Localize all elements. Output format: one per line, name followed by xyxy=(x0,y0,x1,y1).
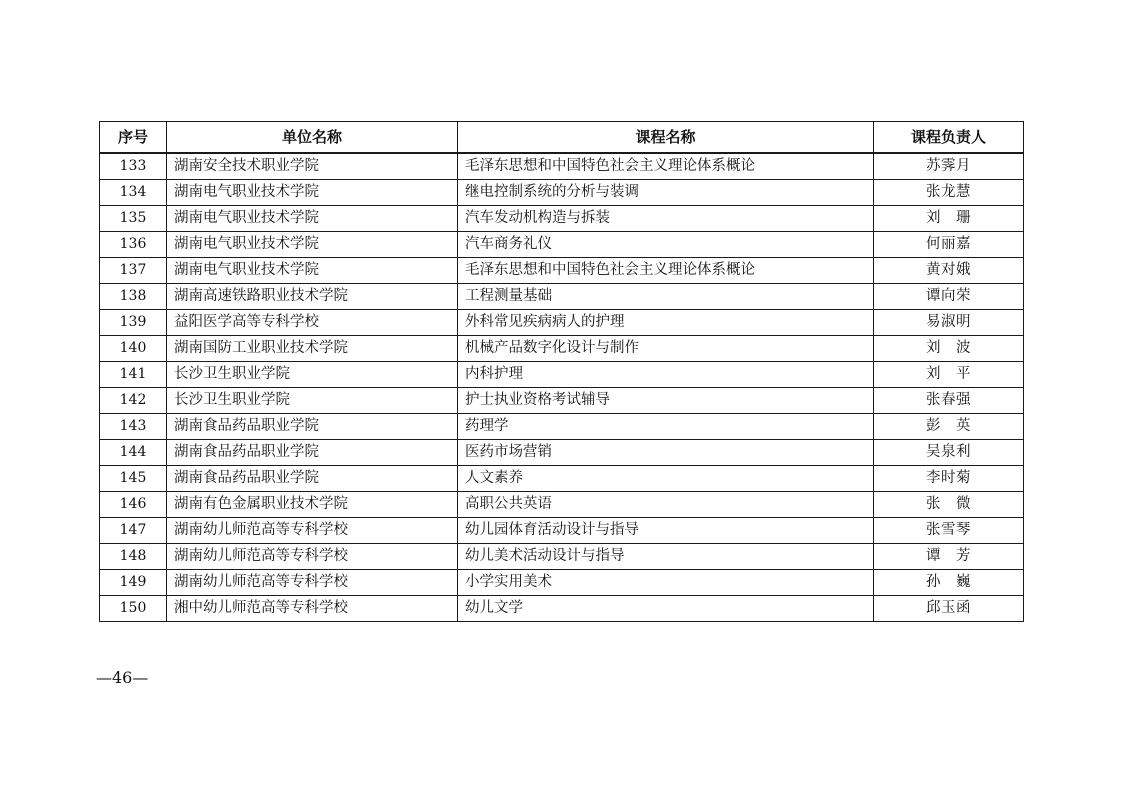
table-row xyxy=(100,206,1024,232)
cell-seq: 148 xyxy=(100,544,167,570)
cell-lead: 吴泉利 xyxy=(874,440,1024,466)
cell-unit: 益阳医学高等专科学校 xyxy=(167,310,458,336)
cell-lead: 刘 珊 xyxy=(874,206,1024,232)
cell-lead: 刘 波 xyxy=(874,336,1024,362)
cell-course: 护士执业资格考试辅导 xyxy=(458,388,874,414)
cell-seq: 146 xyxy=(100,492,167,518)
cell-seq: 142 xyxy=(100,388,167,414)
cell-seq: 144 xyxy=(100,440,167,466)
cell-seq: 141 xyxy=(100,362,167,388)
cell-unit: 湖南幼儿师范高等专科学校 xyxy=(167,544,458,570)
cell-unit: 湖南电气职业技术学院 xyxy=(167,180,458,206)
cell-unit: 湖南幼儿师范高等专科学校 xyxy=(167,570,458,596)
cell-seq: 137 xyxy=(100,258,167,284)
cell-course: 汽车发动机构造与拆装 xyxy=(458,206,874,232)
cell-seq: 140 xyxy=(100,336,167,362)
cell-lead: 张龙慧 xyxy=(874,180,1024,206)
table-row xyxy=(100,362,1024,388)
cell-lead: 张 微 xyxy=(874,492,1024,518)
cell-course: 人文素养 xyxy=(458,466,874,492)
cell-course: 小学实用美术 xyxy=(458,570,874,596)
course-table xyxy=(99,121,1024,622)
cell-lead: 刘 平 xyxy=(874,362,1024,388)
cell-lead: 谭 芳 xyxy=(874,544,1024,570)
cell-seq: 138 xyxy=(100,284,167,310)
header-lead: 课程负责人 xyxy=(874,122,1024,154)
cell-unit: 湖南电气职业技术学院 xyxy=(167,258,458,284)
cell-unit: 湖南食品药品职业学院 xyxy=(167,466,458,492)
table-row xyxy=(100,440,1024,466)
cell-seq: 149 xyxy=(100,570,167,596)
table-row xyxy=(100,232,1024,258)
cell-lead: 易淑明 xyxy=(874,310,1024,336)
table-row xyxy=(100,570,1024,596)
cell-course: 幼儿文学 xyxy=(458,596,874,622)
cell-course: 继电控制系统的分析与装调 xyxy=(458,180,874,206)
cell-seq: 145 xyxy=(100,466,167,492)
table-row xyxy=(100,596,1024,622)
cell-course: 外科常见疾病病人的护理 xyxy=(458,310,874,336)
header-unit: 单位名称 xyxy=(167,122,458,154)
cell-seq: 150 xyxy=(100,596,167,622)
cell-lead: 李时菊 xyxy=(874,466,1024,492)
cell-course: 工程测量基础 xyxy=(458,284,874,310)
table-row xyxy=(100,466,1024,492)
table-row xyxy=(100,518,1024,544)
table-row xyxy=(100,414,1024,440)
cell-seq: 147 xyxy=(100,518,167,544)
cell-seq: 139 xyxy=(100,310,167,336)
cell-unit: 湖南有色金属职业技术学院 xyxy=(167,492,458,518)
header-course: 课程名称 xyxy=(458,122,874,154)
cell-course: 汽车商务礼仪 xyxy=(458,232,874,258)
cell-course: 高职公共英语 xyxy=(458,492,874,518)
cell-seq: 133 xyxy=(100,153,167,180)
table-row xyxy=(100,284,1024,310)
cell-course: 毛泽东思想和中国特色社会主义理论体系概论 xyxy=(458,153,874,180)
cell-unit: 湖南电气职业技术学院 xyxy=(167,206,458,232)
table-row xyxy=(100,310,1024,336)
cell-lead: 黄对娥 xyxy=(874,258,1024,284)
cell-unit: 湖南食品药品职业学院 xyxy=(167,440,458,466)
table-row xyxy=(100,336,1024,362)
table-row xyxy=(100,388,1024,414)
cell-course: 内科护理 xyxy=(458,362,874,388)
cell-lead: 何丽嘉 xyxy=(874,232,1024,258)
page-number: —46— xyxy=(96,668,149,687)
table-row xyxy=(100,180,1024,206)
cell-unit: 长沙卫生职业学院 xyxy=(167,362,458,388)
cell-seq: 143 xyxy=(100,414,167,440)
table-row xyxy=(100,153,1024,180)
table-header-row xyxy=(100,122,1024,154)
cell-course: 医药市场营销 xyxy=(458,440,874,466)
cell-lead: 张雪琴 xyxy=(874,518,1024,544)
cell-lead: 苏霁月 xyxy=(874,153,1024,180)
cell-course: 药理学 xyxy=(458,414,874,440)
cell-lead: 彭 英 xyxy=(874,414,1024,440)
cell-unit: 湖南电气职业技术学院 xyxy=(167,232,458,258)
header-seq: 序号 xyxy=(100,122,167,154)
cell-course: 幼儿园体育活动设计与指导 xyxy=(458,518,874,544)
cell-course: 机械产品数字化设计与制作 xyxy=(458,336,874,362)
cell-lead: 孙 巍 xyxy=(874,570,1024,596)
table-row xyxy=(100,492,1024,518)
cell-seq: 136 xyxy=(100,232,167,258)
cell-unit: 湖南安全技术职业学院 xyxy=(167,153,458,180)
cell-unit: 湘中幼儿师范高等专科学校 xyxy=(167,596,458,622)
cell-course: 毛泽东思想和中国特色社会主义理论体系概论 xyxy=(458,258,874,284)
cell-unit: 湖南食品药品职业学院 xyxy=(167,414,458,440)
table-row xyxy=(100,544,1024,570)
cell-unit: 湖南幼儿师范高等专科学校 xyxy=(167,518,458,544)
cell-lead: 张春强 xyxy=(874,388,1024,414)
cell-unit: 长沙卫生职业学院 xyxy=(167,388,458,414)
cell-unit: 湖南国防工业职业技术学院 xyxy=(167,336,458,362)
cell-course: 幼儿美术活动设计与指导 xyxy=(458,544,874,570)
cell-seq: 134 xyxy=(100,180,167,206)
cell-lead: 邱玉函 xyxy=(874,596,1024,622)
cell-seq: 135 xyxy=(100,206,167,232)
cell-lead: 谭向荣 xyxy=(874,284,1024,310)
table-row xyxy=(100,258,1024,284)
cell-unit: 湖南高速铁路职业技术学院 xyxy=(167,284,458,310)
